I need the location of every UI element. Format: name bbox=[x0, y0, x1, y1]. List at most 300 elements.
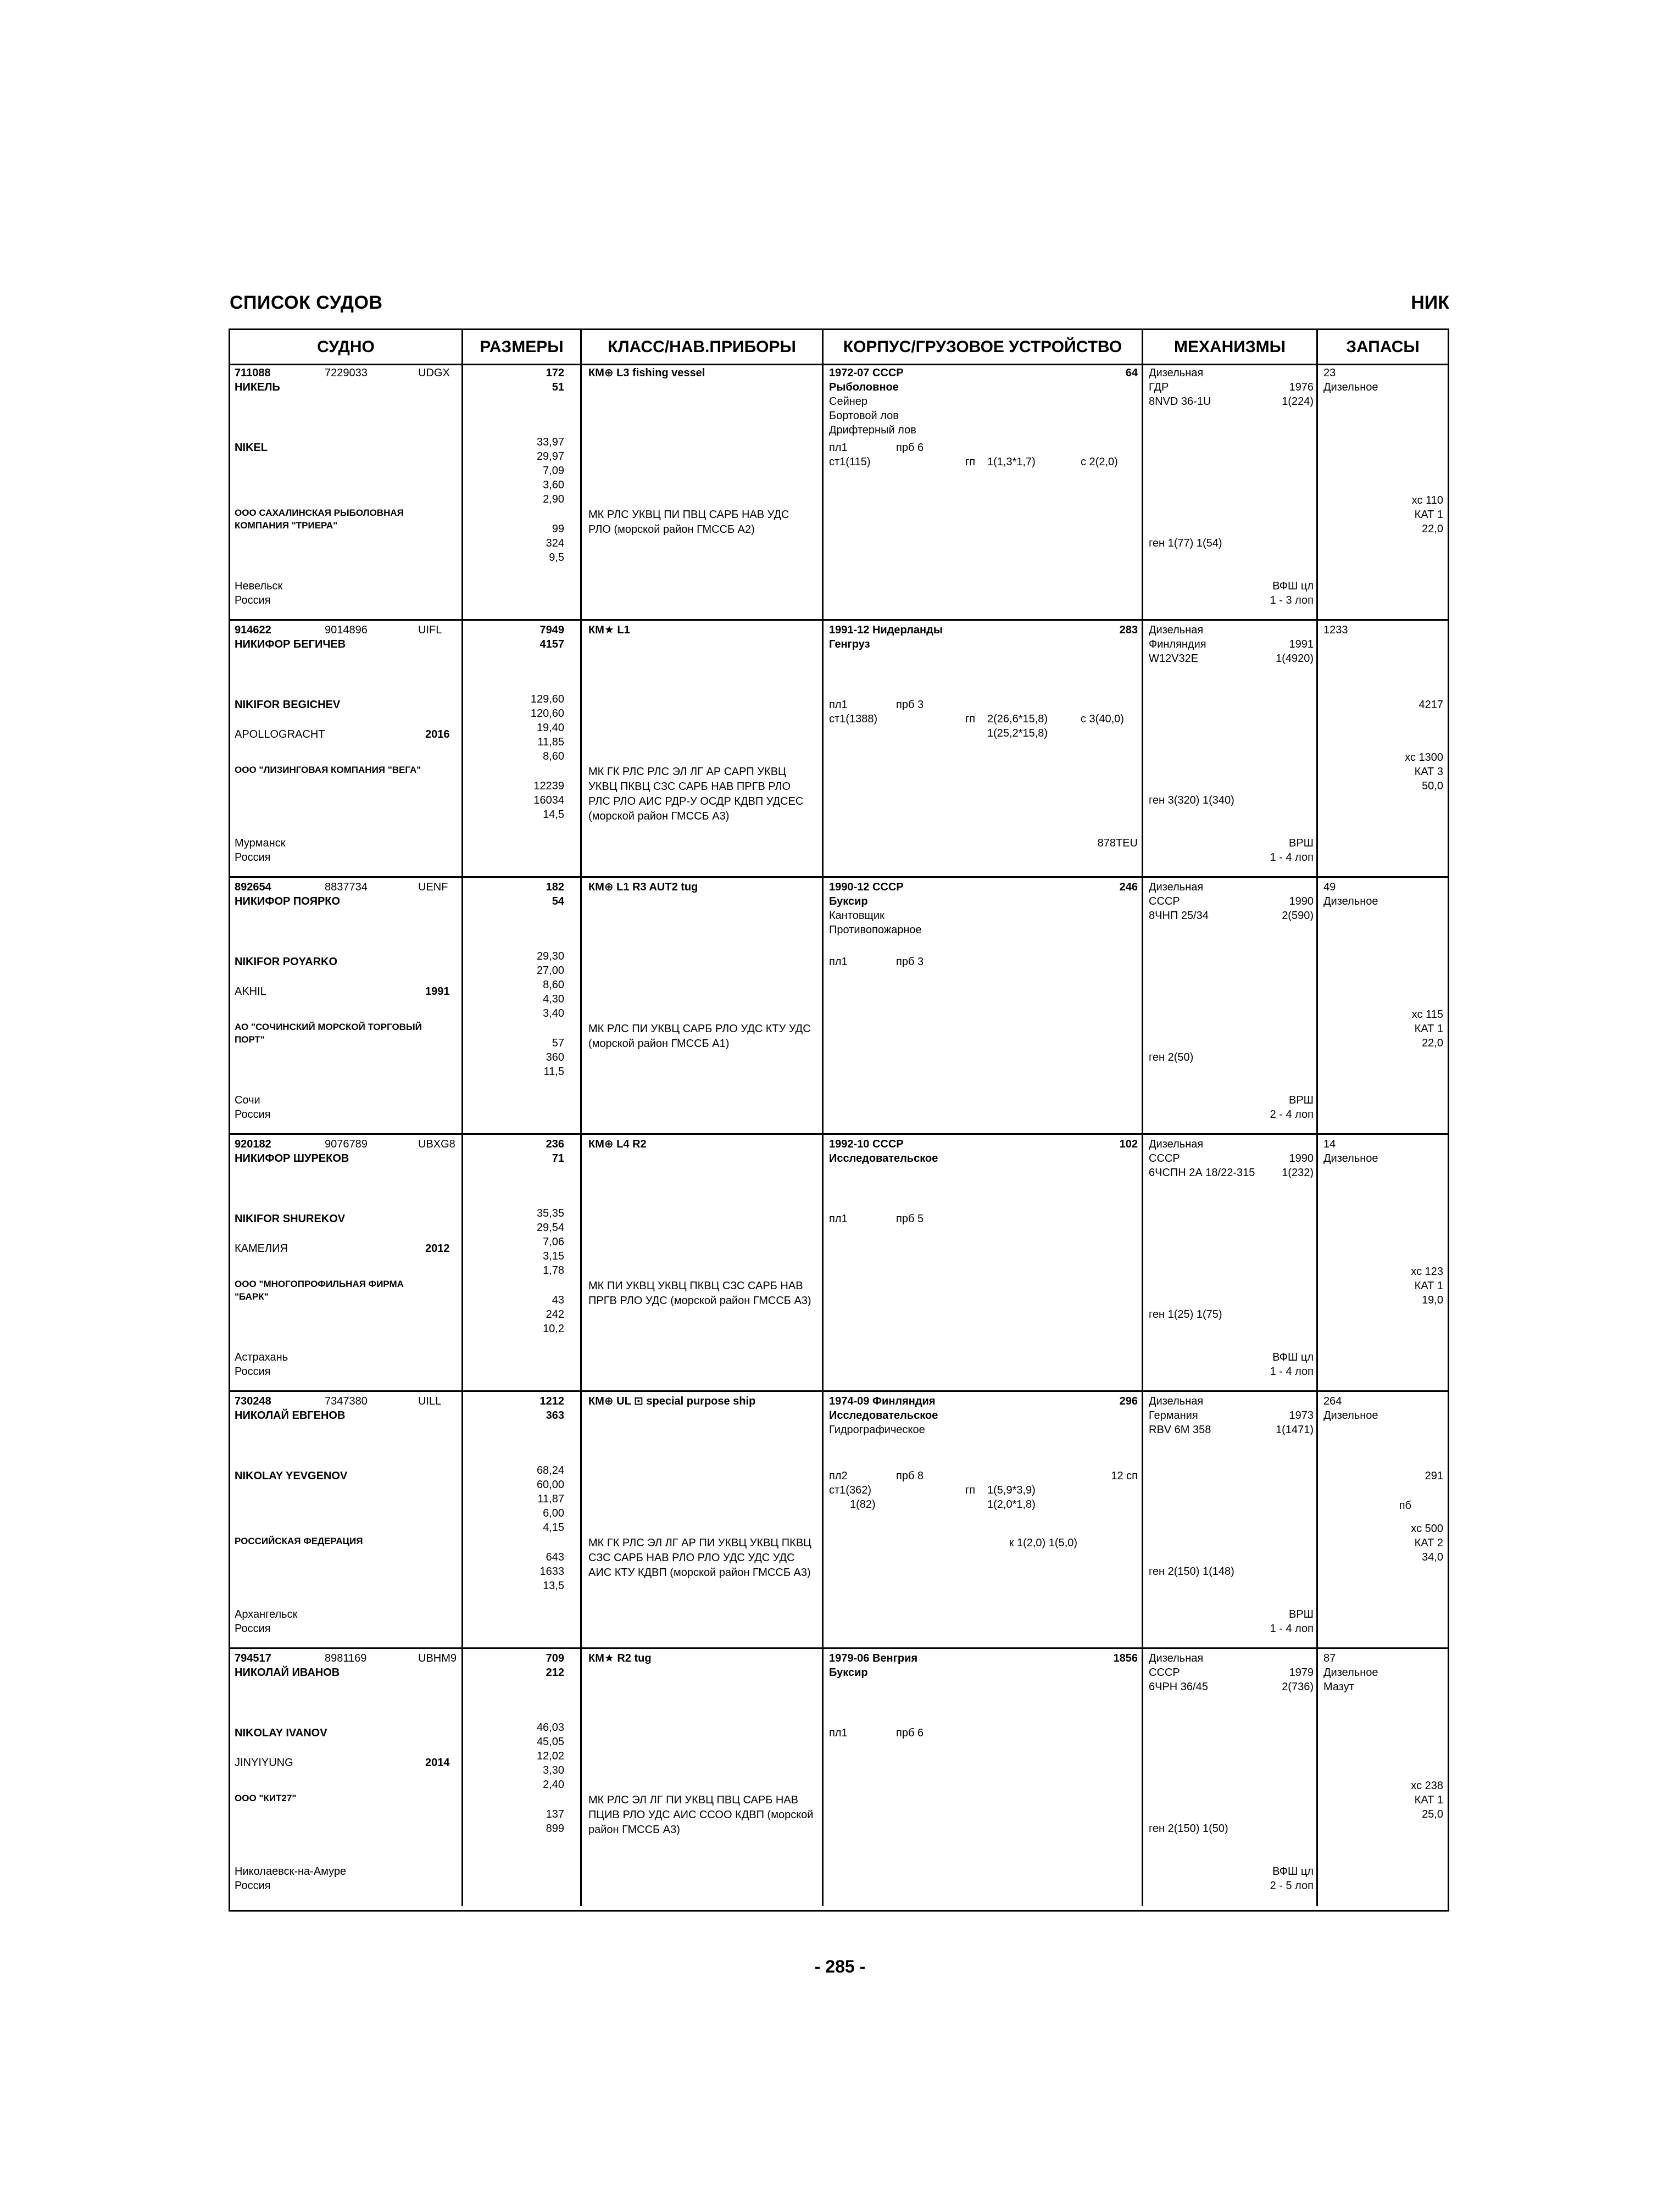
column-divider bbox=[1316, 1649, 1318, 1906]
call-sign: UENF bbox=[418, 881, 448, 893]
propeller-blades: 1 - 4 лоп bbox=[1270, 851, 1314, 864]
engine-power: 1(232) bbox=[1282, 1167, 1314, 1179]
dimension-value: 46,03 bbox=[536, 1722, 564, 1734]
hatch-value-2: 1(25,2*15,8) bbox=[987, 727, 1048, 739]
engine-model: 6ЧРН 36/45 bbox=[1149, 1681, 1208, 1693]
stores-fuel: Дизельное bbox=[1323, 1667, 1378, 1679]
propeller: ВРШ bbox=[1288, 1094, 1314, 1106]
class-notation: КМ⊕ L4 R2 bbox=[588, 1138, 647, 1150]
tonnage-gross: 172 bbox=[546, 367, 564, 379]
capacity-value: 10,2 bbox=[543, 1323, 564, 1335]
holds: ст1(1388) bbox=[829, 713, 878, 725]
vessel-name-en: NIKEL bbox=[235, 442, 268, 454]
hull-number: 296 bbox=[1119, 1395, 1138, 1407]
former-name: JINYIYUNG bbox=[235, 1757, 293, 1769]
hatch-label: гп bbox=[965, 456, 976, 468]
col-header-dimensions: РАЗМЕРЫ bbox=[463, 330, 582, 364]
engine-power: 2(736) bbox=[1282, 1681, 1314, 1693]
build-info: 1990-12 СССР bbox=[829, 881, 904, 893]
reg-number: 914622 bbox=[235, 624, 271, 636]
engine-type: Дизельная bbox=[1149, 881, 1204, 893]
stores-fuel: Дизельное bbox=[1323, 1152, 1378, 1165]
column-divider bbox=[1316, 364, 1318, 619]
decks: пл1 bbox=[829, 1727, 848, 1739]
hatch-label: гп bbox=[965, 713, 976, 725]
hull-type: Исследовательское bbox=[829, 1410, 938, 1422]
dimension-value: 68,24 bbox=[536, 1464, 564, 1477]
col-header-stores: ЗАПАСЫ bbox=[1346, 338, 1420, 356]
propeller-blades: 1 - 3 лоп bbox=[1270, 594, 1314, 606]
decks: пл2 bbox=[829, 1470, 848, 1482]
home-port: Мурманск bbox=[235, 837, 286, 849]
engine-country: СССР bbox=[1149, 1667, 1180, 1679]
stores-mid: 4217 bbox=[1418, 699, 1443, 711]
owner: ООО "ЛИЗИНГОВАЯ КОМПАНИЯ "ВЕГА" bbox=[235, 765, 421, 775]
hull-type: Бортовой лов bbox=[829, 410, 899, 422]
dimension-value: 2,40 bbox=[543, 1779, 564, 1791]
capacity-value: 11,5 bbox=[543, 1066, 564, 1078]
engine-country: СССР bbox=[1149, 1152, 1180, 1165]
hatch-value: 2(26,6*15,8) bbox=[987, 713, 1048, 725]
former-year: 2016 bbox=[425, 728, 450, 740]
column-divider bbox=[1316, 1392, 1318, 1647]
dimension-value: 29,54 bbox=[536, 1222, 564, 1234]
home-port: Невельск bbox=[235, 580, 283, 592]
hull-number: 1856 bbox=[1113, 1652, 1138, 1664]
engine-power: 1(224) bbox=[1282, 395, 1314, 408]
hull-type: Противопожарное bbox=[829, 924, 922, 936]
hull-type: Генгруз bbox=[829, 638, 870, 650]
hull-number: 102 bbox=[1119, 1138, 1138, 1150]
capacity-value: 43 bbox=[552, 1294, 564, 1306]
dimension-value: 3,30 bbox=[543, 1764, 564, 1776]
decks: пл1 bbox=[829, 1213, 848, 1225]
dimension-value: 3,40 bbox=[543, 1007, 564, 1020]
engine-model: 8NVD 36-1U bbox=[1149, 395, 1211, 408]
stores-cold: хс 115 bbox=[1411, 1009, 1443, 1021]
column-divider bbox=[580, 621, 582, 876]
hull-type: Кантовщик bbox=[829, 910, 884, 922]
propeller: ВРШ bbox=[1288, 1608, 1314, 1620]
table-row bbox=[230, 1135, 1448, 1392]
capacity-value: 242 bbox=[546, 1308, 564, 1321]
generators: ген 1(25) 1(75) bbox=[1149, 1308, 1222, 1321]
stores-top: 49 bbox=[1323, 881, 1336, 893]
table-row bbox=[230, 878, 1448, 1135]
engine-year: 1979 bbox=[1289, 1667, 1314, 1679]
imo-number: 8837734 bbox=[325, 881, 368, 893]
reg-number: 730248 bbox=[235, 1395, 271, 1407]
engine-country: Финляндия bbox=[1149, 638, 1206, 650]
engine-year: 1990 bbox=[1289, 895, 1314, 907]
capacity-value: 9,5 bbox=[549, 552, 564, 564]
engine-power: 1(1471) bbox=[1276, 1424, 1314, 1436]
stores-top: 1233 bbox=[1323, 624, 1348, 636]
tonnage-gross: 236 bbox=[546, 1138, 564, 1150]
propeller-blades: 2 - 4 лоп bbox=[1270, 1108, 1314, 1121]
stores-value: 50,0 bbox=[1422, 780, 1443, 792]
stores-top: 23 bbox=[1323, 367, 1336, 379]
tonnage-gross: 182 bbox=[546, 881, 564, 893]
bulkheads: прб 6 bbox=[896, 1727, 924, 1739]
engine-year: 1976 bbox=[1289, 381, 1314, 393]
table-row bbox=[230, 1392, 1448, 1649]
tonnage-net: 4157 bbox=[539, 638, 564, 650]
bulkheads: прб 6 bbox=[896, 442, 924, 454]
column-divider bbox=[822, 364, 824, 619]
propeller-blades: 2 - 5 лоп bbox=[1270, 1880, 1314, 1892]
stores-top: 14 bbox=[1323, 1138, 1336, 1150]
page-title: СПИСОК СУДОВ bbox=[230, 292, 383, 313]
engine-type: Дизельная bbox=[1149, 367, 1204, 379]
stores-fuel-2: Мазут bbox=[1323, 1681, 1354, 1693]
engine-type: Дизельная bbox=[1149, 1138, 1204, 1150]
tonnage-net: 54 bbox=[552, 895, 564, 907]
stores-value: 34,0 bbox=[1422, 1551, 1443, 1563]
dimension-value: 35,35 bbox=[536, 1207, 564, 1219]
dimension-value: 11,87 bbox=[537, 1493, 564, 1505]
vessel-name-en: NIKOLAY YEVGENOV bbox=[235, 1470, 348, 1482]
dimension-value: 4,15 bbox=[543, 1522, 564, 1534]
class-notation: КМ⊕ L3 fishing vessel bbox=[588, 367, 705, 379]
engine-year: 1990 bbox=[1289, 1152, 1314, 1165]
stores-cold: хс 238 bbox=[1411, 1780, 1443, 1792]
column-divider bbox=[580, 1135, 582, 1390]
hull-type: Дрифтерный лов bbox=[829, 424, 916, 436]
nav-equipment: МК РЛС ПИ УКВЦ САРБ РЛО УДС КТУ УДС (морской район ГМССБ А1) bbox=[588, 1023, 811, 1050]
col-header-class: КЛАСС/НАВ.ПРИБОРЫ bbox=[582, 330, 824, 364]
vessel-table bbox=[229, 328, 1449, 1912]
dimension-value: 6,00 bbox=[543, 1507, 564, 1519]
stores-category: КАТ 1 bbox=[1414, 1023, 1443, 1035]
nav-equipment: МК ГК РЛС РЛС ЭЛ ЛГ АР САРП УКВЦ УКВЦ ПКВЦ СЗС САРБ НАВ ПРГВ РЛО РЛС РЛО АИС РДР-У ОСДР КДВП УДСЕС (морской район ГМССБ А3) bbox=[588, 766, 804, 822]
reg-number: 711088 bbox=[235, 367, 271, 379]
engine-type: Дизельная bbox=[1149, 1395, 1204, 1407]
vessel-name-ru: НИКИФОР БЕГИЧЕВ bbox=[235, 638, 346, 650]
vessel-name-en: NIKIFOR BEGICHEV bbox=[235, 699, 341, 711]
decks: пл1 bbox=[829, 699, 848, 711]
reg-number: 892654 bbox=[235, 881, 271, 893]
hatch-value: 1(5,9*3,9) bbox=[987, 1484, 1036, 1496]
country: Россия bbox=[235, 1623, 271, 1635]
vessel-name-en: NIKOLAY IVANOV bbox=[235, 1727, 327, 1739]
column-divider bbox=[822, 1135, 824, 1390]
propeller: ВРШ bbox=[1288, 837, 1314, 849]
propeller: ВФШ цл bbox=[1272, 580, 1314, 592]
stores-mid: 291 bbox=[1425, 1470, 1443, 1482]
dimension-value: 29,97 bbox=[536, 450, 564, 463]
generators: ген 3(320) 1(340) bbox=[1149, 794, 1234, 806]
stores-fuel: Дизельное bbox=[1323, 895, 1378, 907]
build-info: 1974-09 Финляндия bbox=[829, 1395, 936, 1407]
stores-fuel: Дизельное bbox=[1323, 381, 1378, 393]
engine-type: Дизельная bbox=[1149, 1652, 1204, 1664]
column-divider bbox=[1142, 1135, 1143, 1390]
column-divider bbox=[580, 1649, 582, 1906]
stores-value: 19,0 bbox=[1422, 1294, 1443, 1306]
engine-model: 6ЧСПН 2А 18/22-315 bbox=[1149, 1167, 1255, 1179]
stores-cold: хс 500 bbox=[1411, 1523, 1443, 1535]
cranes: с 2(2,0) bbox=[1081, 456, 1118, 468]
owner: АО "СОЧИНСКИЙ МОРСКОЙ ТОРГОВЫЙ ПОРТ" bbox=[235, 1022, 422, 1045]
country: Россия bbox=[235, 1108, 271, 1121]
dimension-value: 45,05 bbox=[536, 1736, 564, 1748]
home-port: Сочи bbox=[235, 1094, 260, 1106]
vessel-name-ru: НИКИФОР ШУРЕКОВ bbox=[235, 1152, 349, 1165]
engine-model: 8ЧНП 25/34 bbox=[1149, 910, 1209, 922]
tonnage-gross: 1212 bbox=[539, 1395, 564, 1407]
tonnage-net: 51 bbox=[552, 381, 564, 393]
dimension-value: 12,02 bbox=[536, 1750, 564, 1762]
dimension-value: 2,90 bbox=[543, 493, 564, 505]
nav-equipment: МК ГК РЛС ЭЛ ЛГ АР ПИ УКВЦ УКВЦ ПКВЦ СЗС САРБ НАВ РЛО РЛО УДС УДС УДС АИС КТУ КДВП (морской район ГМССБ А3) bbox=[588, 1537, 811, 1579]
country: Россия bbox=[235, 1880, 271, 1892]
table-header bbox=[230, 330, 1448, 365]
call-sign: UBXG8 bbox=[418, 1138, 455, 1150]
capacity-value: 99 bbox=[552, 523, 564, 535]
imo-number: 7229033 bbox=[325, 367, 368, 379]
capacity-value: 57 bbox=[552, 1037, 564, 1049]
stores-category: КАТ 1 bbox=[1414, 1794, 1443, 1806]
imo-number: 8981169 bbox=[325, 1652, 367, 1664]
column-divider bbox=[1316, 621, 1318, 876]
dimension-value: 19,40 bbox=[536, 722, 564, 734]
former-name: КАМЕЛИЯ bbox=[235, 1243, 288, 1255]
column-divider bbox=[822, 621, 824, 876]
container-capacity: 878TEU bbox=[1097, 837, 1138, 849]
capacity-value: 13,5 bbox=[543, 1580, 564, 1592]
capacity-value: 1633 bbox=[539, 1566, 564, 1578]
class-notation: КМ★ R2 tug bbox=[588, 1652, 652, 1664]
stores-category: КАТ 1 bbox=[1414, 1280, 1443, 1292]
cranes-2: к 1(2,0) 1(5,0) bbox=[1009, 1537, 1077, 1549]
former-name: APOLLOGRACHT bbox=[235, 728, 325, 740]
call-sign: UBHM9 bbox=[418, 1652, 457, 1664]
owner: ООО "МНОГОПРОФИЛЬНАЯ ФИРМА "БАРК" bbox=[235, 1279, 404, 1302]
former-year: 2012 bbox=[425, 1243, 450, 1255]
owner: ООО САХАЛИНСКАЯ РЫБОЛОВНАЯ КОМПАНИЯ "ТРИЕРА" bbox=[235, 508, 404, 531]
home-port: Николаевск-на-Амуре bbox=[235, 1865, 347, 1878]
stores-cold: хс 1300 bbox=[1405, 751, 1443, 764]
stores-fuel: Дизельное bbox=[1323, 1410, 1378, 1422]
dimension-value: 4,30 bbox=[543, 993, 564, 1005]
stores-category: КАТ 3 bbox=[1414, 766, 1443, 778]
bulkheads: прб 8 bbox=[896, 1470, 924, 1482]
decks: пл1 bbox=[829, 956, 848, 968]
column-divider bbox=[1316, 878, 1318, 1133]
capacity-value: 360 bbox=[546, 1051, 564, 1063]
tonnage-net: 71 bbox=[552, 1152, 564, 1165]
table-row bbox=[230, 621, 1448, 878]
owner: РОССИЙСКАЯ ФЕДЕРАЦИЯ bbox=[235, 1536, 363, 1546]
dimension-value: 8,60 bbox=[543, 750, 564, 762]
class-notation: КМ★ L1 bbox=[588, 624, 630, 636]
capacity-value: 137 bbox=[546, 1808, 564, 1820]
tonnage-net: 363 bbox=[546, 1410, 564, 1422]
reg-number: 794517 bbox=[235, 1652, 271, 1664]
column-divider bbox=[580, 364, 582, 619]
capacity-value: 643 bbox=[546, 1551, 564, 1563]
propeller: ВФШ цл bbox=[1272, 1865, 1314, 1878]
dimension-value: 120,60 bbox=[530, 708, 564, 720]
capacity-value: 14,5 bbox=[543, 809, 564, 821]
column-divider bbox=[822, 878, 824, 1133]
imo-number: 9014896 bbox=[325, 624, 368, 636]
section-code: НИК bbox=[1411, 292, 1449, 313]
dimension-value: 11,85 bbox=[537, 736, 564, 748]
bulkheads: прб 3 bbox=[896, 699, 924, 711]
engine-model: RBV 6M 358 bbox=[1149, 1424, 1211, 1436]
vessel-name-ru: НИКИФОР ПОЯРКО bbox=[235, 895, 341, 907]
column-divider bbox=[1316, 1135, 1318, 1390]
propeller: ВФШ цл bbox=[1272, 1351, 1314, 1363]
build-info: 1979-06 Венгрия bbox=[829, 1652, 918, 1664]
vessel-name-ru: НИКОЛАЙ ЕВГЕНОВ bbox=[235, 1410, 346, 1422]
nav-equipment: МК РЛС УКВЦ ПИ ПВЦ САРБ НАВ УДС РЛО (морской район ГМССБ А2) bbox=[588, 509, 789, 536]
engine-model: W12V32E bbox=[1149, 653, 1199, 665]
page-number: - 285 - bbox=[814, 1957, 866, 1976]
hull-number: 246 bbox=[1119, 881, 1138, 893]
owner: ООО "КИТ27" bbox=[235, 1793, 297, 1803]
col-header-vessel: СУДНО bbox=[230, 330, 463, 364]
column-divider bbox=[822, 1649, 824, 1906]
country: Россия bbox=[235, 594, 271, 606]
column-divider bbox=[580, 1392, 582, 1647]
engine-power: 2(590) bbox=[1282, 910, 1314, 922]
bulkheads: прб 3 bbox=[896, 956, 924, 968]
call-sign: UIFL bbox=[418, 624, 442, 636]
stores-top: 264 bbox=[1323, 1395, 1342, 1407]
stores-cold: хс 110 bbox=[1411, 494, 1443, 506]
hull-type: Сейнер bbox=[829, 395, 868, 408]
capacity-value: 899 bbox=[546, 1823, 564, 1835]
stores-category: КАТ 1 bbox=[1414, 509, 1443, 521]
hull-type: Исследовательское bbox=[829, 1152, 938, 1165]
vessel-name-ru: НИКОЛАЙ ИВАНОВ bbox=[235, 1667, 340, 1679]
vessel-name-ru: НИКЕЛЬ bbox=[235, 381, 280, 393]
table-row bbox=[230, 1649, 1448, 1906]
col-header-machinery: МЕХАНИЗМЫ bbox=[1143, 330, 1318, 364]
stores-mid-2: пб bbox=[1399, 1500, 1411, 1512]
column-divider bbox=[1142, 621, 1143, 876]
hull-number: 283 bbox=[1119, 624, 1138, 636]
column-divider bbox=[822, 1392, 824, 1647]
decks: пл1 bbox=[829, 442, 848, 454]
dimension-value: 3,15 bbox=[543, 1250, 564, 1262]
hatch-value-2: 1(2,0*1,8) bbox=[987, 1498, 1036, 1511]
build-info: 1991-12 Нидерланды bbox=[829, 624, 943, 636]
country: Россия bbox=[235, 851, 271, 864]
capacity-value: 324 bbox=[546, 537, 564, 549]
home-port: Архангельск bbox=[235, 1608, 298, 1620]
holds: ст1(362) bbox=[829, 1484, 871, 1496]
generators: ген 2(150) 1(148) bbox=[1149, 1566, 1234, 1578]
generators: ген 2(150) 1(50) bbox=[1149, 1823, 1228, 1835]
stores-value: 22,0 bbox=[1422, 523, 1443, 535]
imo-number: 9076789 bbox=[325, 1138, 368, 1150]
build-info: 1972-07 СССР bbox=[829, 367, 904, 379]
dimension-value: 1,78 bbox=[543, 1264, 564, 1277]
engine-country: ГДР bbox=[1149, 381, 1169, 393]
generators: ген 1(77) 1(54) bbox=[1149, 537, 1222, 549]
nav-equipment: МК ПИ УКВЦ УКВЦ ПКВЦ СЗС САРБ НАВ ПРГВ РЛО УДС (морской район ГМССБ А3) bbox=[588, 1280, 811, 1307]
vessel-name-en: NIKIFOR SHUREKOV bbox=[235, 1213, 346, 1225]
former-year: 2014 bbox=[425, 1757, 450, 1769]
call-sign: UDGX bbox=[418, 367, 450, 379]
engine-country: СССР bbox=[1149, 895, 1180, 907]
engine-type: Дизельная bbox=[1149, 624, 1204, 636]
hull-type: Буксир bbox=[829, 895, 868, 907]
tonnage-net: 212 bbox=[546, 1667, 564, 1679]
column-divider bbox=[1142, 364, 1143, 619]
column-divider bbox=[580, 878, 582, 1133]
dimension-value: 129,60 bbox=[530, 693, 564, 705]
column-divider bbox=[1142, 1392, 1143, 1647]
call-sign: UILL bbox=[418, 1395, 442, 1407]
build-info: 1992-10 СССР bbox=[829, 1138, 904, 1150]
col-header-hull: КОРПУС/ГРУЗОВОЕ УСТРОЙСТВО bbox=[824, 330, 1143, 364]
dimension-value: 8,60 bbox=[543, 979, 564, 991]
reg-number: 920182 bbox=[235, 1138, 271, 1150]
stores-value: 22,0 bbox=[1422, 1037, 1443, 1049]
dimension-value: 60,00 bbox=[536, 1479, 564, 1491]
former-year: 1991 bbox=[425, 985, 450, 998]
dimension-value: 3,60 bbox=[543, 479, 564, 491]
extra-equipment: 12 сп bbox=[1111, 1470, 1138, 1482]
generators: ген 2(50) bbox=[1149, 1051, 1194, 1063]
dimension-value: 7,06 bbox=[543, 1236, 564, 1248]
nav-equipment: МК РЛС ЭЛ ЛГ ПИ УКВЦ ПВЦ САРБ НАВ ПЦИВ РЛО УДС АИС ССОО КДВП (морской район ГМССБ А3) bbox=[588, 1794, 814, 1836]
former-name: AKHIL bbox=[235, 985, 266, 998]
dimension-value: 33,97 bbox=[536, 436, 564, 448]
vessel-name-en: NIKIFOR POYARKO bbox=[235, 956, 338, 968]
hull-type: Рыболовное bbox=[829, 381, 899, 393]
holds: ст1(115) bbox=[829, 456, 871, 468]
engine-year: 1973 bbox=[1289, 1410, 1314, 1422]
class-notation: КМ⊕ L1 R3 AUT2 tug bbox=[588, 881, 698, 893]
capacity-value: 12239 bbox=[533, 780, 564, 792]
dimension-value: 27,00 bbox=[536, 965, 564, 977]
engine-country: Германия bbox=[1149, 1410, 1198, 1422]
stores-top: 87 bbox=[1323, 1652, 1336, 1664]
dimension-value: 29,30 bbox=[536, 950, 564, 962]
dimension-value: 7,09 bbox=[543, 465, 564, 477]
propeller-blades: 1 - 4 лоп bbox=[1270, 1623, 1314, 1635]
column-divider bbox=[1142, 878, 1143, 1133]
cranes: с 3(40,0) bbox=[1081, 713, 1124, 725]
table-row bbox=[230, 364, 1448, 621]
country: Россия bbox=[235, 1366, 271, 1378]
stores-value: 25,0 bbox=[1422, 1808, 1443, 1820]
capacity-value: 16034 bbox=[533, 794, 564, 806]
engine-power: 1(4920) bbox=[1276, 653, 1314, 665]
tonnage-gross: 709 bbox=[546, 1652, 564, 1664]
hull-type: Гидрографическое bbox=[829, 1424, 925, 1436]
hatch-label: гп bbox=[965, 1484, 976, 1496]
column-divider bbox=[1142, 1649, 1143, 1906]
home-port: Астрахань bbox=[235, 1351, 288, 1363]
stores-cold: хс 123 bbox=[1411, 1266, 1443, 1278]
hatch-value: 1(1,3*1,7) bbox=[987, 456, 1036, 468]
tonnage-gross: 7949 bbox=[539, 624, 564, 636]
holds-2: 1(82) bbox=[850, 1498, 876, 1511]
imo-number: 7347380 bbox=[325, 1395, 368, 1407]
stores-category: КАТ 2 bbox=[1414, 1537, 1443, 1549]
hull-type: Буксир bbox=[829, 1667, 868, 1679]
class-notation: КМ⊕ UL ⊡ special purpose ship bbox=[588, 1395, 756, 1407]
bulkheads: прб 5 bbox=[896, 1213, 924, 1225]
propeller-blades: 1 - 4 лоп bbox=[1270, 1366, 1314, 1378]
